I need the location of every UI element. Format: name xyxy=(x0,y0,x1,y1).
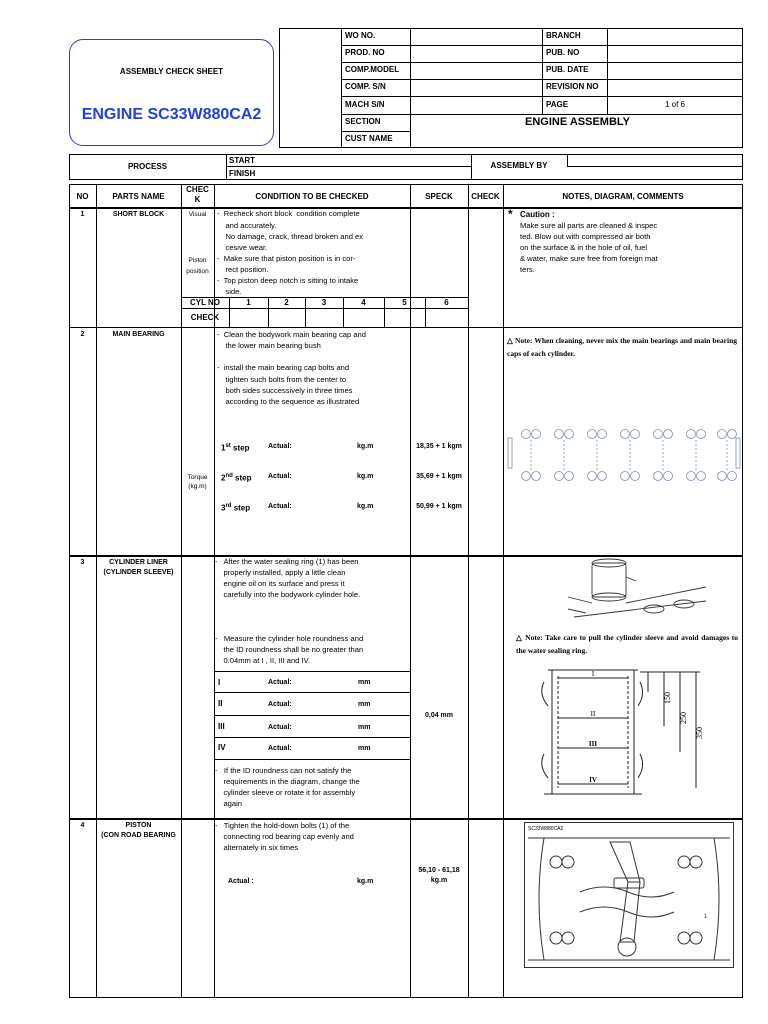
row3-cond-c3: cylinder sleeve or rotate it for assembly xyxy=(215,788,356,797)
start-label: START xyxy=(229,156,256,165)
measure-iv-unit: mm xyxy=(358,745,371,752)
step2-unit: kg.m xyxy=(357,473,374,480)
comp-sn-label: COMP. S/N xyxy=(345,82,386,91)
measure-i-unit: mm xyxy=(358,679,371,686)
row1-condition-2: and accurately. xyxy=(217,221,277,230)
cust-name-label: CUST NAME xyxy=(345,134,393,143)
row3-cond-c4: again xyxy=(215,799,243,808)
con-rod-caption: SC33W880CA2 xyxy=(528,826,564,832)
warning-triangle-icon: △ xyxy=(516,633,523,642)
cyl-1-check-cell[interactable] xyxy=(230,309,268,326)
col-check-b: K xyxy=(194,195,201,204)
row2-no: 2 xyxy=(80,331,85,338)
row1-condition-8: side. xyxy=(217,287,242,296)
torque-unit: (kg.m) xyxy=(188,483,207,490)
row3-cond-a4: carefully into the bodywork cylinder hole. xyxy=(215,590,361,599)
measure-ii-pos: II xyxy=(218,699,223,708)
dim-150: 150 xyxy=(663,692,672,704)
row1-piston: Piston xyxy=(188,257,207,264)
sleeve-pos-i: I xyxy=(591,670,595,678)
row1-condition-3: No damage, crack, thread broken and ex xyxy=(217,232,364,241)
row1-condition-6: rect position. xyxy=(217,265,269,274)
row4-part-b: (CON ROAD BEARING xyxy=(101,832,176,839)
sleeve-pos-iii: III xyxy=(588,740,598,748)
measure-i-field[interactable] xyxy=(300,676,355,687)
row3-part-a: CYLINDER LINER xyxy=(109,559,168,566)
step1-actual: Actual: xyxy=(268,443,292,450)
row1-condition-1: - Recheck short block condition complete xyxy=(217,209,360,218)
measure-ii-actual: Actual: xyxy=(268,701,292,708)
row4-check-cell[interactable] xyxy=(469,820,503,997)
col-speck: SPECK xyxy=(425,192,453,201)
cyl-3: 3 xyxy=(321,298,327,307)
callout-1: 1 xyxy=(704,914,708,920)
row2-condition-2: the lower main bearing bush xyxy=(217,341,321,350)
cyl-no-label: CYL NO xyxy=(189,298,221,307)
pub-date-label: PUB. DATE xyxy=(546,65,589,74)
row4-actual-field[interactable] xyxy=(265,875,355,886)
row3-note: △ Note: Take care to pull the cylinder sleeve and avoid damages to the water sealing ring. xyxy=(516,633,738,655)
sleeve-pos-iv: IV xyxy=(589,776,597,784)
measure-i-pos: I xyxy=(218,678,221,687)
row3-check-cell[interactable] xyxy=(469,557,503,818)
row3-cond-b1: - Measure the cylinder hole roundness and xyxy=(215,634,364,643)
row2-condition-1: - Clean the bodywork main bearing cap and xyxy=(217,330,367,339)
row2-note: △ Note: When cleaning, never mix the main bearings and main bearing caps of each cylinder. xyxy=(507,336,737,358)
section-value: ENGINE ASSEMBLY xyxy=(525,116,630,128)
row3-part-b: (CYLINDER SLEEVE) xyxy=(103,569,174,576)
measure-ii-unit: mm xyxy=(358,701,371,708)
cyl-check-label: CHECK xyxy=(190,313,220,322)
branch-label: BRANCH xyxy=(546,31,581,40)
row1-condition-7: - Top piston deep notch is sitting to intake xyxy=(217,276,359,285)
row4-no: 4 xyxy=(80,822,85,829)
cyl-4-check-cell[interactable] xyxy=(344,309,384,326)
step3-unit: kg.m xyxy=(357,503,374,510)
sleeve-pos-ii: II xyxy=(590,710,596,718)
dim-350: 350 xyxy=(695,727,704,739)
cyl-6: 6 xyxy=(444,298,449,307)
col-check-a: CHEC xyxy=(186,185,209,194)
caution-line-3: on the surface & in the hole of oil, fuel xyxy=(520,243,648,252)
row3-cond-a1: - After the water sealing ring (1) has been xyxy=(215,557,359,566)
step3-actual-field[interactable] xyxy=(300,500,355,511)
caution-line-5: ters. xyxy=(520,265,535,274)
torque-label: Torque xyxy=(187,474,208,481)
row1-position: position xyxy=(186,268,209,275)
step3-label: 3rd step xyxy=(221,503,251,513)
doc-title: ASSEMBLY CHECK SHEET xyxy=(119,67,224,76)
assembly-by-label: ASSEMBLY BY xyxy=(490,161,548,170)
measure-iii-field[interactable] xyxy=(300,721,355,732)
caution-title: Caution : xyxy=(520,210,555,219)
measure-iii-actual: Actual: xyxy=(268,724,292,731)
step1-actual-field[interactable] xyxy=(300,440,355,451)
page-label: PAGE xyxy=(546,100,569,109)
con-rod-image xyxy=(524,822,734,968)
row4-actual: Actual : xyxy=(228,878,254,885)
row4-cond-1: - Tighten the hold-down bolts (1) of the xyxy=(215,821,350,830)
measure-iv-pos: IV xyxy=(218,743,226,752)
measure-ii-field[interactable] xyxy=(300,698,355,709)
row4-unit: kg.m xyxy=(357,878,374,885)
row4-cond-3: alternately in six times xyxy=(215,843,299,852)
pub-no-label: PUB. NO xyxy=(546,48,580,57)
cyl-2: 2 xyxy=(284,298,289,307)
wo-no-label: WO NO. xyxy=(345,31,376,40)
caution-star: * xyxy=(508,207,513,221)
row4-spec-a: 56,10 - 61,18 xyxy=(418,867,460,874)
col-check: CHECK xyxy=(471,192,500,201)
row3-cond-a2: properly installed, apply a little clean xyxy=(215,568,346,577)
col-no: NO xyxy=(76,192,89,201)
cyl-3-check-cell[interactable] xyxy=(306,309,343,326)
bearing-sequence-diagram xyxy=(506,424,742,484)
cyl-1: 1 xyxy=(246,298,251,307)
row1-condition-5: - Make sure that piston position is in cor- xyxy=(217,254,356,263)
warning-triangle-icon: △ xyxy=(507,336,513,345)
row3-cond-c1: - If the ID roundness can not satisfy the xyxy=(215,766,352,775)
row2-condition-6: both sides successively in three times xyxy=(217,386,353,395)
row1-no: 1 xyxy=(80,211,85,218)
step3-actual: Actual: xyxy=(268,503,292,510)
mach-sn-label: MACH S/N xyxy=(345,100,385,109)
engine-model: ENGINE SC33W880CA2 xyxy=(81,106,262,123)
measure-iv-field[interactable] xyxy=(300,742,355,753)
row4-part-a: PISTON xyxy=(125,822,152,829)
row1-condition-4: cesive wear. xyxy=(217,243,268,252)
col-condition: CONDITION TO BE CHECKED xyxy=(255,192,369,201)
measure-iii-unit: mm xyxy=(358,724,371,731)
step1-unit: kg.m xyxy=(357,443,374,450)
row2-condition-7: according to the sequence as illustrated xyxy=(217,397,360,406)
step2-label: 2nd step xyxy=(221,473,252,483)
cyl-2-check-cell[interactable] xyxy=(269,309,305,326)
row4-spec-b: kg.m xyxy=(430,877,448,884)
title-box xyxy=(69,39,274,146)
cyl-5: 5 xyxy=(402,298,407,307)
cylinder-sleeve-image xyxy=(566,557,716,625)
row2-check-cell[interactable] xyxy=(469,328,503,555)
row3-cond-b2: the ID roundness shall be no greater than xyxy=(215,645,364,654)
page-value: 1 of 6 xyxy=(664,100,685,109)
row4-cond-2: connecting rod bearing cap evenly and xyxy=(215,832,354,841)
row3-spec: 0,04 mm xyxy=(424,712,454,719)
cyl-5-check-cell[interactable] xyxy=(385,309,425,326)
col-parts-name: PARTS NAME xyxy=(112,192,165,201)
comp-model-label: COMP.MODEL xyxy=(345,65,400,74)
caution-line-2: ted. Blow out with compressed air both xyxy=(520,232,651,241)
row2-condition-5: tighten such bolts from the center to xyxy=(217,375,347,384)
cyl-4: 4 xyxy=(361,298,366,307)
finish-label: FINISH xyxy=(229,169,256,178)
row3-cond-a3: engine oil on its surface and press it xyxy=(215,579,345,588)
step2-actual-field[interactable] xyxy=(300,470,355,481)
row3-no: 3 xyxy=(80,559,85,566)
measure-iv-actual: Actual: xyxy=(268,745,292,752)
row2-part: MAIN BEARING xyxy=(112,331,165,338)
caution-line-4: & water, make sure free from foreign mat xyxy=(520,254,658,263)
step2-spec: 35,69 + 1 kgm xyxy=(416,473,462,480)
row1-visual: Visual xyxy=(188,211,207,218)
row3-cond-b3: 0.04mm at I , II, III and IV. xyxy=(215,656,311,665)
step3-spec: 50,99 + 1 kgm xyxy=(416,503,462,510)
section-label: SECTION xyxy=(345,117,381,126)
sleeve-measure-diagram xyxy=(530,664,730,804)
step2-actual: Actual: xyxy=(268,473,292,480)
prod-no-label: PROD. NO xyxy=(345,48,385,57)
revision-no-label: REVISION NO xyxy=(546,82,599,91)
step1-spec: 18,35 + 1 kgm xyxy=(416,443,462,450)
row2-condition-4: - install the main bearing cap bolts and xyxy=(217,363,350,372)
row1-part: SHORT BLOCK xyxy=(112,211,165,218)
row3-cond-c2: requirements in the diagram, change the xyxy=(215,777,360,786)
measure-iii-pos: III xyxy=(218,722,225,731)
cyl-6-check-cell[interactable] xyxy=(426,309,468,326)
process-label: PROCESS xyxy=(127,162,168,171)
caution-line-1: Make sure all parts are cleaned & inspec xyxy=(520,221,658,230)
step1-label: 1st step xyxy=(221,443,250,453)
row1-check-cell[interactable] xyxy=(469,208,503,327)
dim-250: 250 xyxy=(679,712,688,724)
measure-i-actual: Actual: xyxy=(268,679,292,686)
col-notes: NOTES, DIAGRAM, COMMENTS xyxy=(562,192,684,201)
